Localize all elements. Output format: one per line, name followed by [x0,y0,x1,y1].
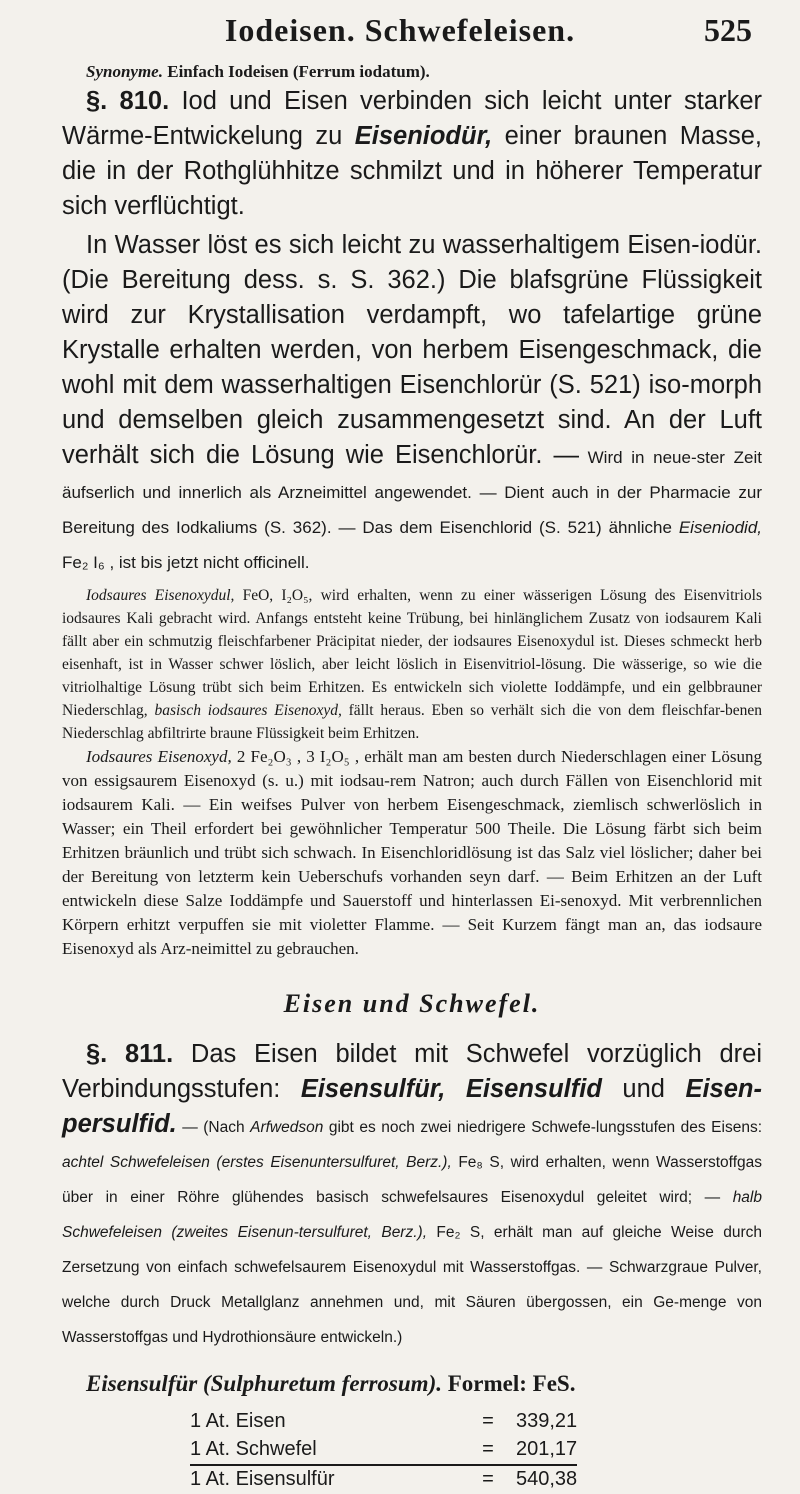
wasser-text-a: In Wasser löst es sich leicht zu wasserhaltigem Eisen-iodür. (Die Bereitung dess. s. S. 362.) Die blafsgrüne Flüssigkeit wird zur Krystallisation verdampft, wo tafelartige grüne Krystalle erhalten werden, von herbem Eisengeschmack, die wohl mit dem wasserhaltigen Eisenchlorür (S. 521) iso-morph und demselben gleich zusammengesetzt sind. An der Luft verhält sich die Lösung wie Eisenchlorür. — [62,231,762,469]
p811-text-c: — (Nach [176,1119,251,1136]
table-row [190,1436,577,1465]
section-810-number: §. 810. [86,87,182,115]
p811-term-halb: halb Schwefeleisen (zweites Eisenun-tersulfuret, Berz.), [62,1189,762,1241]
p810-term-eiseniodur: Eiseniodür, [354,122,493,150]
wasser-text-c: Fe₂ I₆ , ist bis jetzt nicht officinell. [62,553,310,572]
row-equals: = [482,1438,494,1460]
table-row-total [190,1465,577,1494]
p811-text-f: Fe₂ S, erhält man auf gleiche Weise durch Zersetzung von einfach schwefelsaurem Eisenoxydul mit Wasserstoffgas. — Schwarzgraue Pulver, welche durch Druck Metallglanz annehmen und, mit Säuren übergossen, ein Ge-menge von Wasserstoffgas und Hydrothionsäure entwickeln.) [62,1224,762,1346]
body-text [62,60,762,1494]
p811-text-a: Das Eisen bildet mit Schwefel vorzüglich drei Verbindungsstufen: [62,1040,762,1103]
p811-text-e: Fe₈ S, wird erhalten, wenn Wasserstoffgas über in einer Röhre glühendes basisch schwefelsaures Eisenoxydul geleitet wird; — [62,1154,763,1206]
oxyd-text: 2 Fe₂O₃ , 3 I₂O₅ , erhält man am besten durch Niederschlagen einer Lösung von essigsaurem Eisenoxyd (s. u.) mit iodsau-rem Natron; auch durch Fällen von Eisenchlorid mit iodsaurem Kali. — Ein weifses Pulver von herbem Eisengeschmack, ziemlisch schwerlöslich in Wasser; ein Theil erfordert bei gewöhnlicher Temperatur 500 Theile. Die Lösung färbt sich beim Erhitzen bräunlich und trübt sich schwach. In Eisenchloridlösung ist das Salz viel löslicher; daher bei der Bereitung von letzterm kein Ueberschufs vorhanden seyn darf. — Beim Erhitzen an der Luft entwickeln diese Salze Ioddämpfe und Sauerstoff und hinterlassen Ei-senoxyd. Mit verbrennlichen Körpern erhitzt verpuffen sie mit violetter Flamme. — Seit Kurzem fängt man an, das iodsaure Eisenoxyd als Arz-neimittel zu gebrauchen. [62,747,762,958]
page-number: 525 [704,12,752,48]
table-row [190,1408,577,1436]
row-label: 1 At. Eisensulfür [190,1465,460,1494]
paragraph-811 [62,1037,762,1352]
stoichiometry-table [190,1408,577,1494]
term-basisch-iodsaures: basisch iodsaures Eisenoxyd, [154,702,342,719]
paragraph-wasser [62,228,762,578]
row-label: 1 At. Schwefel [190,1438,317,1460]
p810-text-a: Iod und Eisen verbinden sich leicht unter starker Wärme-Entwickelung zu [62,87,762,150]
page-header [0,6,800,56]
row-equals: = [482,1410,494,1432]
wasser-term-eiseniodid: Eiseniodid, [678,518,762,537]
term-iodsaures-eisenoxyd: Iodsaures Eisenoxyd, [86,747,232,766]
paragraph-iodsaures-oxyd [62,745,762,961]
p810-text-b: einer braunen Masse, die in der Rothglühhitze schmilzt und in höherer Temperatur sich verflüchtigt. [62,122,762,220]
row-equals: = [460,1465,516,1494]
formula-compound: Eisensulfür (Sulphuretum ferrosum). [86,1371,442,1396]
synonyme-line [62,60,762,84]
p811-term-persulfid: Eisen-persulfid. [62,1075,762,1138]
p811-term-achtel: achtel Schwefeleisen (erstes Eisenuntersulfuret, Berz.), [62,1154,452,1171]
wasser-text-b: Wird in neue-ster Zeit äufserlich und innerlich als Arzneimittel angewendet. — Dient auch in der Pharmacie zur Bereitung des Iodkaliums (S. 362). — Das dem Eisenchlorid (S. 521) ähnliche [62,448,762,537]
p811-terms-a: Eisensulfür, Eisensulfid [300,1075,602,1103]
section-811-number: §. 811. [86,1040,191,1068]
row-value: 540,38 [516,1465,577,1494]
synonyme-label: Synonyme. [86,62,163,81]
term-iodsaures-eisenoxydul: Iodsaures Eisenoxydul, [86,587,235,604]
running-head: Iodeisen. Schwefeleisen. [224,12,576,48]
oxydul-text-b: fällt heraus. Eben so verhält sich die von dem fleischfar-benen Niederschlag abfiltrirte braune Flüssigkeit beim Erhitzen. [62,702,763,742]
section-heading: Eisen und Schwefel. [283,989,541,1018]
row-value: 339,21 [516,1410,578,1432]
p811-author: Arfwedson [250,1119,324,1136]
oxydul-text-a: FeO, I₂O₅, wird erhalten, wenn zu einer wässerigen Lösung des Eisenvitriols iodsaures Kali gebracht wird. Anfangs entsteht keine Trübung, bei hinlänglichem Zusatz von iodsaurem Kali fällt aber ein schmutzig fleischfarbener Präcipitat nieder, der iodsaures Eisenoxydul ist. Dieses schmeckt herb eisenhaft, ist in Wasser schwer löslich, aber leicht löslich in Eisenvitriol-lösung. Die wässerige, so wie die vitriolhaltige Lösung trübt sich beim Erhitzen. Es entwickeln sich violette Ioddämpfe, und ein gelbbrauner Niederschlag, [62,587,762,719]
row-label: 1 At. Eisen [190,1410,286,1432]
p811-text-b: und [601,1075,686,1103]
formula-text: Formel: FeS. [441,1371,576,1396]
formula-line [62,1366,762,1402]
row-value: 201,17 [516,1438,578,1460]
paragraph-810 [62,84,762,224]
synonyme-text: Einfach Iodeisen (Ferrum iodatum). [162,62,430,81]
p811-text-d: gibt es noch zwei niedrigere Schwefe-lungsstufen des Eisens: [323,1119,763,1136]
paragraph-iodsaures-oxydul [62,584,762,745]
